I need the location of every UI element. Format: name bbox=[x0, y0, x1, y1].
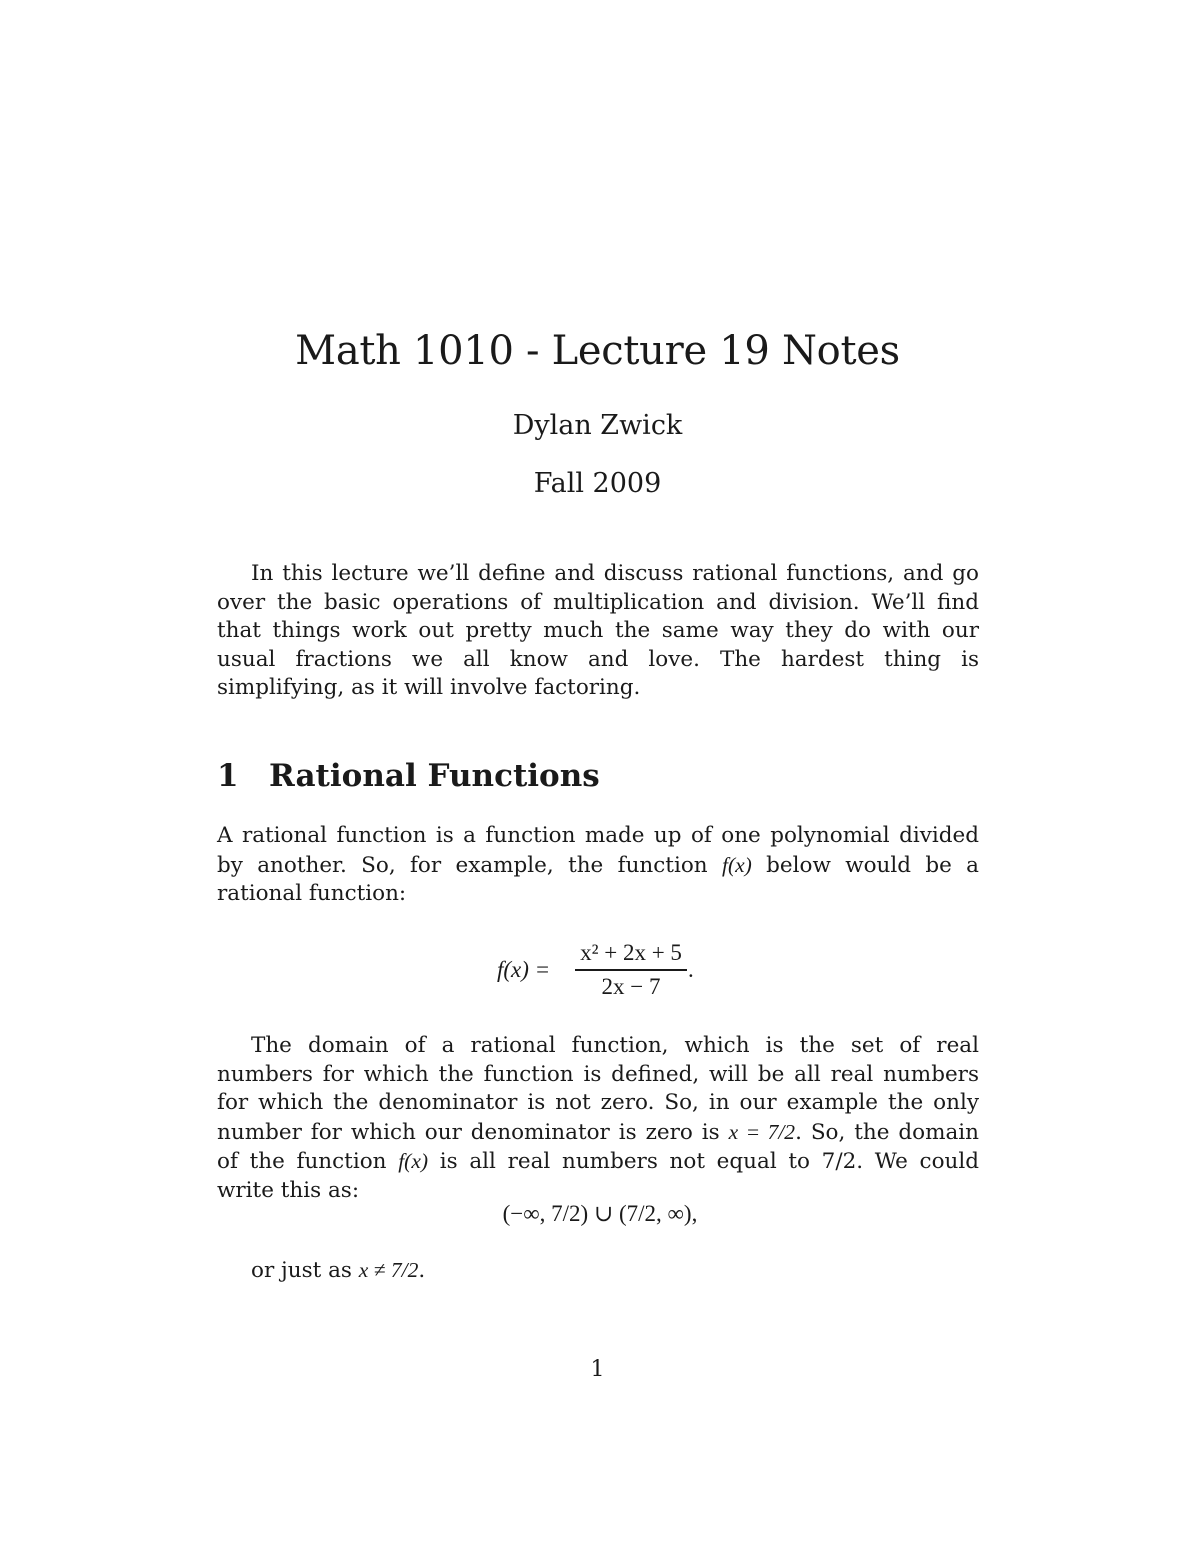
inline-math-fx-2: f(x) bbox=[398, 1149, 429, 1174]
section-title: Rational Functions bbox=[269, 758, 600, 794]
inline-math-x-neq: x ≠ 7/2 bbox=[358, 1258, 419, 1282]
paper-date: Fall 2009 bbox=[533, 468, 662, 499]
fraction-denominator: 2x − 7 bbox=[601, 973, 661, 999]
p3-text-b: . bbox=[418, 1258, 426, 1283]
domain-interval-equation: (−∞, 7/2) ∪ (7/2, ∞), bbox=[502, 1201, 698, 1226]
section-number: 1 bbox=[217, 758, 239, 794]
equation-lhs: f(x) = bbox=[497, 957, 551, 982]
paper-title: Math 1010 - Lecture 19 Notes bbox=[295, 328, 900, 374]
p1-text-before: A rational function is a function made up of one polynomial divided by another. So, for example, the function bbox=[217, 823, 979, 878]
rational-function-equation bbox=[497, 940, 717, 1000]
inline-math-fx: f(x) bbox=[721, 852, 752, 877]
page-number: 1 bbox=[590, 1357, 605, 1382]
section-heading bbox=[217, 758, 600, 794]
closing-paragraph bbox=[251, 1256, 951, 1286]
equation-fraction bbox=[575, 940, 687, 1000]
author-name: Dylan Zwick bbox=[512, 410, 683, 441]
fraction-numerator: x² + 2x + 5 bbox=[580, 940, 682, 965]
p3-text-a: or just as bbox=[251, 1258, 352, 1283]
abstract-paragraph: In this lecture we’ll define and discuss rational functions, and go over the basic operations of multiplication and division. We’ll find that things work out pretty much the same way they do with our usual fractions we all know and love. The hardest thing is simplifying, as it will involve factoring. bbox=[217, 561, 979, 701]
p2-text-b: . So, the domain of the function bbox=[217, 1119, 979, 1175]
equation-period: . bbox=[688, 957, 694, 982]
inline-math-x-eq: x = 7/2 bbox=[728, 1119, 796, 1144]
p1-text-after: below would be a rational function: bbox=[217, 852, 979, 907]
definition-paragraph bbox=[217, 822, 979, 909]
p2-text-c: is all real numbers not equal to 7/2. We could write this as: bbox=[217, 1149, 980, 1203]
domain-paragraph bbox=[217, 1032, 979, 1206]
p2-text-a: The domain of a rational function, which is the set of real numbers for which the function is defined, will be all real numbers for which the denominator is not zero. So, in our example the only number for which our denominator is zero is bbox=[217, 1033, 979, 1145]
